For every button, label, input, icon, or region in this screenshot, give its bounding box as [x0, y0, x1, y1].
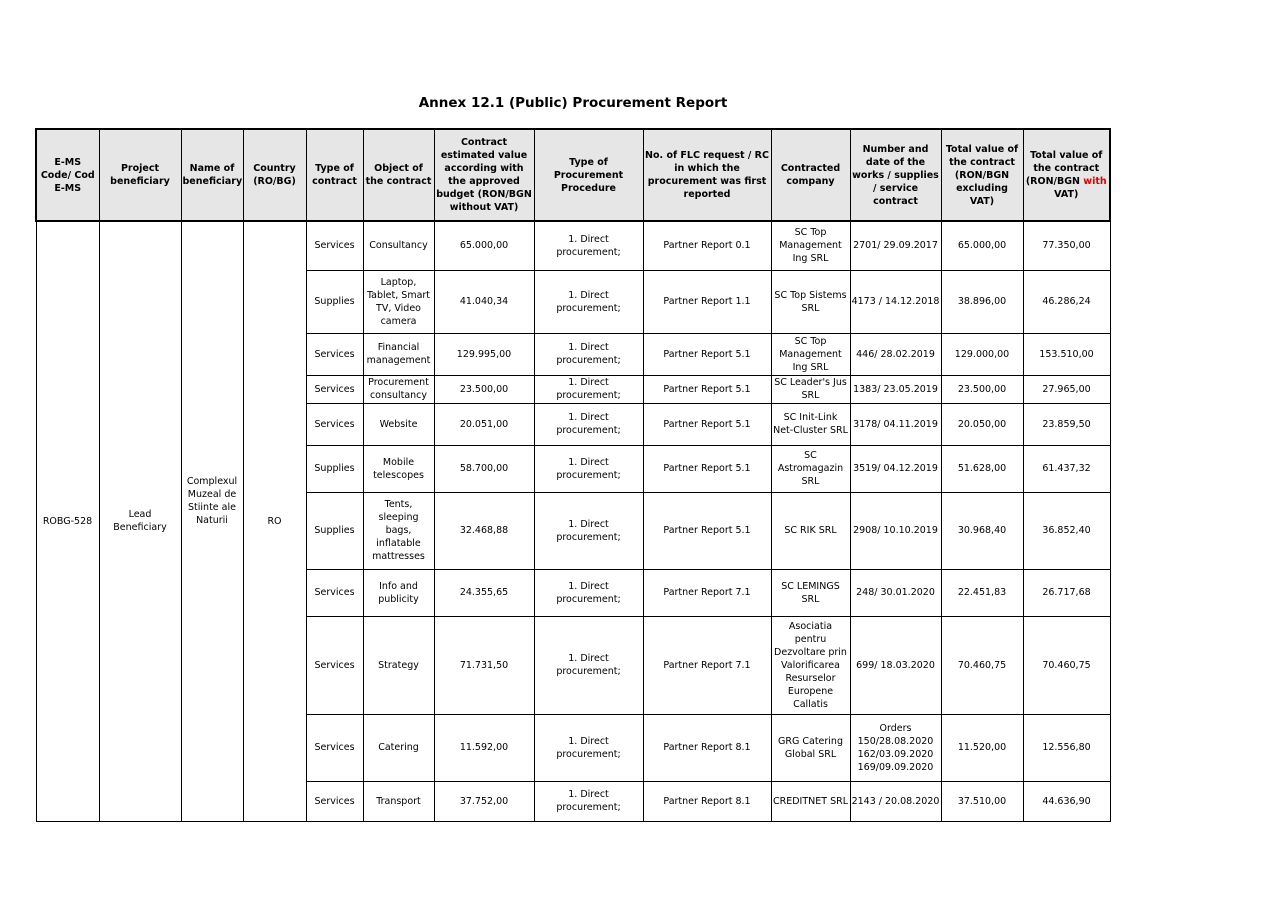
cell-estimated: 71.731,50	[434, 616, 534, 714]
header-type-of-contract: Type of contract	[306, 129, 363, 221]
cell-excl-vat: 22.451,83	[941, 569, 1023, 616]
cell-type: Services	[306, 403, 363, 445]
cell-contract: 2701/ 29.09.2017	[850, 221, 941, 270]
cell-excl-vat: 30.968,40	[941, 492, 1023, 569]
cell-excl-vat: 70.460,75	[941, 616, 1023, 714]
header-country: Country (RO/BG)	[243, 129, 306, 221]
cell-type: Supplies	[306, 445, 363, 492]
cell-excl-vat: 23.500,00	[941, 375, 1023, 403]
cell-excl-vat: 38.896,00	[941, 270, 1023, 333]
cell-procedure: 1. Direct procurement;	[534, 616, 643, 714]
cell-with-vat: 153.510,00	[1023, 333, 1110, 375]
header-row	[36, 129, 1110, 221]
cell-company: SC Init-Link Net-Cluster SRL	[771, 403, 850, 445]
cell-estimated: 32.468,88	[434, 492, 534, 569]
cell-estimated: 23.500,00	[434, 375, 534, 403]
cell-contract: 3519/ 04.12.2019	[850, 445, 941, 492]
cell-procedure: 1. Direct procurement;	[534, 445, 643, 492]
cell-procedure: 1. Direct procurement;	[534, 492, 643, 569]
procurement-table	[35, 128, 1111, 822]
cell-contract: 4173 / 14.12.2018	[850, 270, 941, 333]
cell-with-vat: 27.965,00	[1023, 375, 1110, 403]
cell-name-of-beneficiary: Complexul Muzeal de Stiinte ale Naturii	[181, 221, 243, 821]
cell-procedure: 1. Direct procurement;	[534, 221, 643, 270]
cell-excl-vat: 37.510,00	[941, 781, 1023, 821]
cell-object: Strategy	[363, 616, 434, 714]
cell-excl-vat: 65.000,00	[941, 221, 1023, 270]
cell-flc: Partner Report 1.1	[643, 270, 771, 333]
cell-type: Services	[306, 781, 363, 821]
header-contracted-company: Contracted company	[771, 129, 850, 221]
header-project-beneficiary: Project beneficiary	[99, 129, 181, 221]
cell-procedure: 1. Direct procurement;	[534, 714, 643, 781]
cell-procedure: 1. Direct procurement;	[534, 781, 643, 821]
cell-contract: 2908/ 10.10.2019	[850, 492, 941, 569]
cell-company: SC Leader's Jus SRL	[771, 375, 850, 403]
cell-object: Procurement consultancy	[363, 375, 434, 403]
cell-ems-code: ROBG-528	[36, 221, 99, 821]
cell-flc: Partner Report 7.1	[643, 616, 771, 714]
header-flc-request: No. of FLC request / RC in which the procurement was first reported	[643, 129, 771, 221]
cell-type: Services	[306, 616, 363, 714]
cell-object: Financial management	[363, 333, 434, 375]
cell-contract: 248/ 30.01.2020	[850, 569, 941, 616]
cell-object: Catering	[363, 714, 434, 781]
header-ems-code: E-MS Code/ Cod E-MS	[36, 129, 99, 221]
cell-company: SC RIK SRL	[771, 492, 850, 569]
cell-company: SC Astromagazin SRL	[771, 445, 850, 492]
cell-procedure: 1. Direct procurement;	[534, 375, 643, 403]
cell-estimated: 24.355,65	[434, 569, 534, 616]
cell-company: Asociatia pentru Dezvoltare prin Valorificarea Resurselor Europene Callatis	[771, 616, 850, 714]
cell-flc: Partner Report 7.1	[643, 569, 771, 616]
cell-object: Laptop, Tablet, Smart TV, Video camera	[363, 270, 434, 333]
cell-object: Info and publicity	[363, 569, 434, 616]
cell-type: Services	[306, 714, 363, 781]
cell-flc: Partner Report 8.1	[643, 781, 771, 821]
cell-procedure: 1. Direct procurement;	[534, 333, 643, 375]
cell-with-vat: 70.460,75	[1023, 616, 1110, 714]
cell-flc: Partner Report 5.1	[643, 403, 771, 445]
cell-contract: 699/ 18.03.2020	[850, 616, 941, 714]
cell-contract: 446/ 28.02.2019	[850, 333, 941, 375]
table-body	[36, 221, 1110, 821]
cell-type: Supplies	[306, 492, 363, 569]
cell-excl-vat: 51.628,00	[941, 445, 1023, 492]
cell-project-beneficiary: Lead Beneficiary	[99, 221, 181, 821]
cell-company: SC Top Management Ing SRL	[771, 333, 850, 375]
cell-excl-vat: 129.000,00	[941, 333, 1023, 375]
cell-flc: Partner Report 5.1	[643, 375, 771, 403]
cell-company: SC Top Sistems SRL	[771, 270, 850, 333]
cell-procedure: 1. Direct procurement;	[534, 569, 643, 616]
cell-contract: Orders 150/28.08.2020 162/03.09.2020 169/09.09.2020	[850, 714, 941, 781]
cell-estimated: 58.700,00	[434, 445, 534, 492]
cell-flc: Partner Report 5.1	[643, 445, 771, 492]
cell-estimated: 41.040,34	[434, 270, 534, 333]
cell-estimated: 65.000,00	[434, 221, 534, 270]
cell-object: Tents, sleeping bags, inflatable mattresses	[363, 492, 434, 569]
cell-with-vat: 23.859,50	[1023, 403, 1110, 445]
header-object-of-contract: Object of the contract	[363, 129, 434, 221]
cell-with-vat: 26.717,68	[1023, 569, 1110, 616]
cell-estimated: 11.592,00	[434, 714, 534, 781]
cell-excl-vat: 11.520,00	[941, 714, 1023, 781]
cell-with-vat: 44.636,90	[1023, 781, 1110, 821]
cell-estimated: 20.051,00	[434, 403, 534, 445]
cell-with-vat: 46.286,24	[1023, 270, 1110, 333]
cell-estimated: 37.752,00	[434, 781, 534, 821]
header-total-with-vat-red: with	[1083, 176, 1107, 187]
cell-flc: Partner Report 0.1	[643, 221, 771, 270]
cell-company: GRG Catering Global SRL	[771, 714, 850, 781]
header-total-excl-vat: Total value of the contract (RON/BGN excluding VAT)	[941, 129, 1023, 221]
cell-flc: Partner Report 5.1	[643, 333, 771, 375]
cell-object: Consultancy	[363, 221, 434, 270]
header-estimated-value: Contract estimated value according with the approved budget (RON/BGN without VAT)	[434, 129, 534, 221]
cell-contract: 1383/ 23.05.2019	[850, 375, 941, 403]
cell-with-vat: 77.350,00	[1023, 221, 1110, 270]
header-procedure: Type of Procurement Procedure	[534, 129, 643, 221]
cell-excl-vat: 20.050,00	[941, 403, 1023, 445]
cell-company: CREDITNET SRL	[771, 781, 850, 821]
cell-flc: Partner Report 8.1	[643, 714, 771, 781]
cell-contract: 3178/ 04.11.2019	[850, 403, 941, 445]
cell-type: Services	[306, 375, 363, 403]
cell-object: Transport	[363, 781, 434, 821]
cell-company: SC Top Management Ing SRL	[771, 221, 850, 270]
cell-with-vat: 12.556,80	[1023, 714, 1110, 781]
cell-object: Mobile telescopes	[363, 445, 434, 492]
cell-country: RO	[243, 221, 306, 821]
cell-flc: Partner Report 5.1	[643, 492, 771, 569]
cell-type: Services	[306, 569, 363, 616]
cell-procedure: 1. Direct procurement;	[534, 270, 643, 333]
cell-company: SC LEMINGS SRL	[771, 569, 850, 616]
cell-object: Website	[363, 403, 434, 445]
cell-with-vat: 36.852,40	[1023, 492, 1110, 569]
header-total-with-vat-prefix: Total value of the contract (RON/BGN	[1025, 150, 1103, 187]
header-name-of-beneficiary: Name of beneficiary	[181, 129, 243, 221]
header-number-date: Number and date of the works / supplies / service contract	[850, 129, 941, 221]
table-row	[36, 221, 1110, 270]
cell-type: Supplies	[306, 270, 363, 333]
cell-contract: 2143 / 20.08.2020	[850, 781, 941, 821]
page-title: Annex 12.1 (Public) Procurement Report	[418, 95, 728, 111]
header-total-with-vat	[1023, 129, 1110, 221]
cell-procedure: 1. Direct procurement;	[534, 403, 643, 445]
cell-type: Services	[306, 221, 363, 270]
cell-type: Services	[306, 333, 363, 375]
cell-with-vat: 61.437,32	[1023, 445, 1110, 492]
header-total-with-vat-suffix: VAT)	[1054, 189, 1079, 200]
cell-estimated: 129.995,00	[434, 333, 534, 375]
